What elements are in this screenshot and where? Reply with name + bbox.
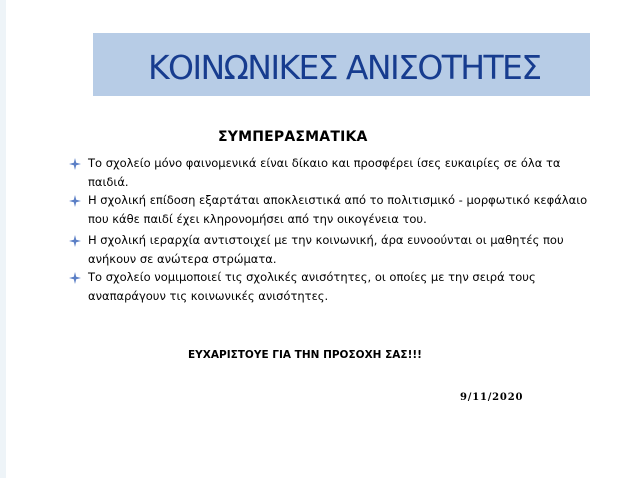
slide-left-edge — [0, 0, 6, 478]
four-point-star-icon — [69, 235, 81, 247]
slide-title: ΚΟΙΝΩΝΙΚΕΣ ΑΝΙΣΟΤΗΤΕΣ — [148, 48, 541, 87]
slide-date: 9/11/2020 — [460, 392, 524, 403]
four-point-star-icon — [69, 158, 81, 170]
four-point-star-icon — [69, 272, 81, 284]
bullet-text: Η σχολική ιεραρχία αντιστοιχεί με την κοινωνική, άρα ευνοούνται οι μαθητές που ανήκουν σε ανώτερα στρώματα. — [88, 233, 564, 266]
four-point-star-icon — [69, 195, 81, 207]
bullet-text: Η σχολική επίδοση εξαρτάται αποκλειστικά από το πολιτισμικό - μορφωτικό κεφάλαιο που κάθε παιδί έχει κληρονομήσει από την οικογένεια του. — [88, 193, 588, 226]
bullet-text: Το σχολείο μόνο φαινομενικά είναι δίκαιο και προσφέρει ίσες ευκαιρίες σε όλα τα παιδιά. — [88, 156, 561, 189]
closing-message: ΕΥΧΑΡΙΣΤΟΥΕ ΓΙΑ ΤΗΝ ΠΡΟΣΟΧΗ ΣΑΣ!!! — [188, 349, 422, 361]
bullet-text: Το σχολείο νομιμοποιεί τις σχολικές ανισότητες, οι οποίες με την σειρά τους αναπαράγουν τις κοινωνικές ανισότητες. — [88, 270, 536, 303]
section-heading: ΣΥΜΠΕΡΑΣΜΑΤΙΚΑ — [218, 129, 368, 145]
